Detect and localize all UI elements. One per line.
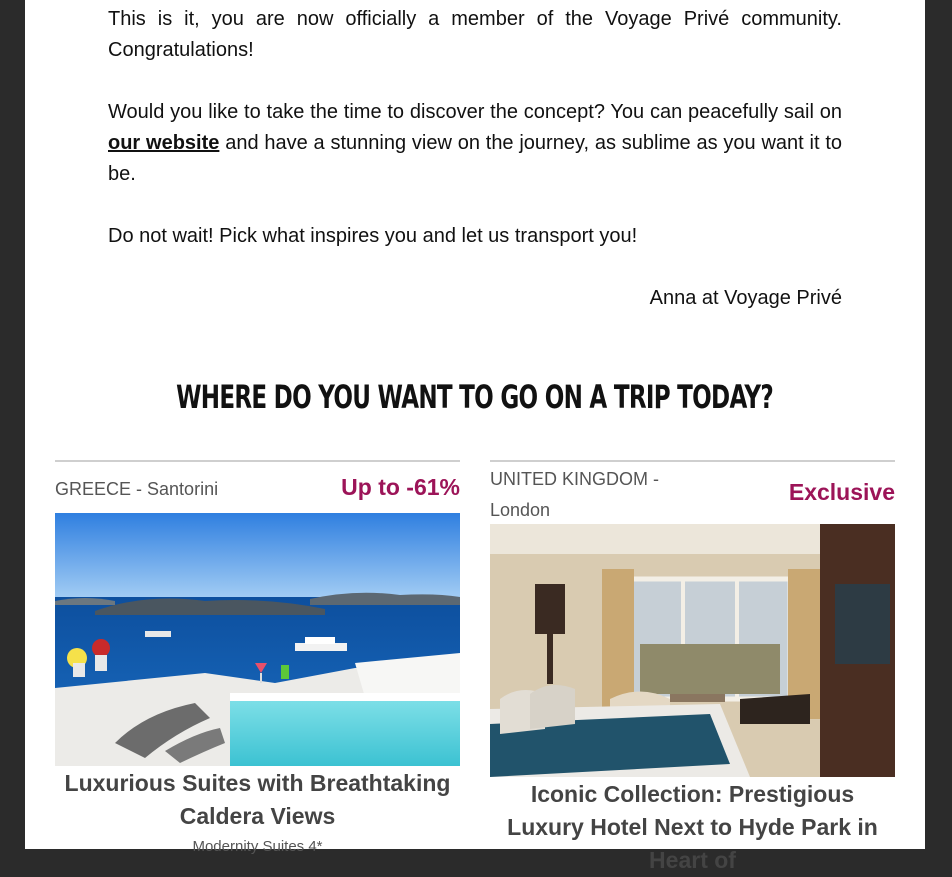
exclusive-badge: Exclusive (788, 479, 895, 505)
santorini-image (55, 513, 460, 766)
concept-paragraph (108, 97, 842, 190)
concept-text-before: Would you like to take the time to discover the concept? You can peacefully sail on (108, 101, 842, 123)
offer-meta (55, 462, 460, 514)
offer-city: London (490, 500, 551, 520)
offer-title[interactable]: Iconic Collection: Prestigious Luxury Hotel Next to Hyde Park in Heart of (507, 781, 878, 873)
offer-location: UNITED KINGDOM - London (490, 469, 660, 520)
website-link[interactable]: our website (108, 132, 220, 154)
offer-location: GREECE - Santorini (55, 479, 219, 499)
welcome-paragraph: This is it, you are now officially a member of the Voyage Privé community. Congratulations! (108, 8, 842, 61)
hotel-room-image (490, 524, 895, 777)
offer-title[interactable]: Luxurious Suites with Breathtaking Caldera Views (64, 770, 451, 829)
offer-card-santorini[interactable] (55, 460, 460, 855)
offer-country: GREECE (55, 479, 132, 499)
section-headline: WHERE DO YOU WANT TO GO ON A TRIP TODAY? (176, 378, 774, 416)
offer-photo-santorini[interactable] (55, 513, 460, 766)
discount-badge: Up to -61% (341, 474, 460, 500)
offer-hotel-name: Modernity Suites 4* (192, 838, 323, 855)
offer-card-london[interactable] (490, 460, 895, 873)
signature: Anna at Voyage Privé (649, 287, 842, 309)
offer-meta (490, 462, 895, 525)
email-card (25, 0, 925, 873)
offer-city: Santorini (147, 479, 219, 499)
offer-photo-london[interactable] (490, 524, 895, 777)
cta-paragraph: Do not wait! Pick what inspires you and let us transport you! (108, 225, 638, 247)
concept-text-after: and have a stunning view on the journey, as sublime as you want it to be. (108, 132, 842, 185)
offer-country: UNITED KINGDOM (490, 469, 649, 489)
